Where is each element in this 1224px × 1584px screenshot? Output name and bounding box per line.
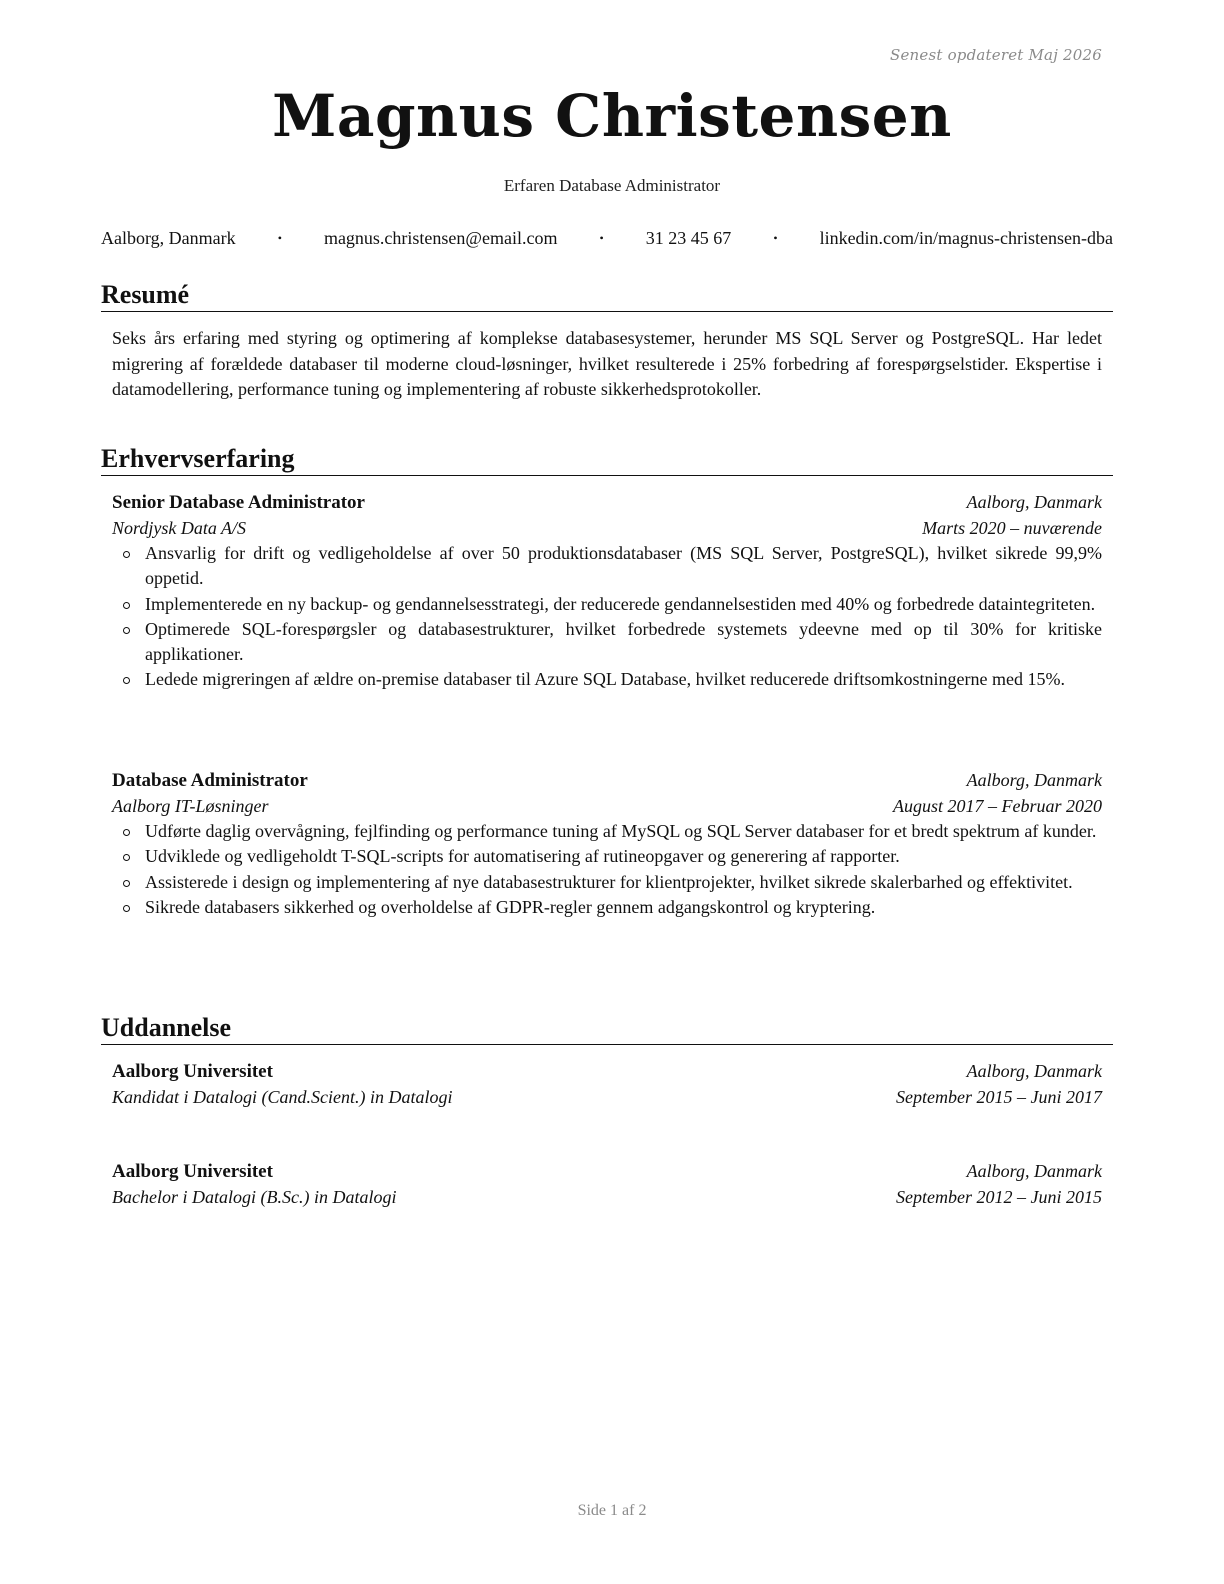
degree-name: Kandidat i Datalogi (Cand.Scient.) in Datalogi [112, 1086, 453, 1107]
section-title-education: Uddannelse [101, 1013, 1113, 1045]
education-dates: September 2015 – Juni 2017 [896, 1086, 1102, 1107]
bullet-circle-icon [123, 905, 130, 912]
job-location: Aalborg, Danmark [966, 770, 1102, 790]
bullet-text: Sikrede databasers sikkerhed og overholdelse af GDPR-regler gennem adgangskontrol og kryptering. [145, 896, 876, 917]
bullet-text: Implementerede en ny backup- og gendannelsesstrategi, der reducerede gendannelsestiden med 40% og forbedrede dataintegriteten. [145, 593, 1096, 614]
experience-entry [112, 768, 1102, 920]
bullet-circle-icon [123, 551, 130, 558]
degree-name: Bachelor i Datalogi (B.Sc.) in Datalogi [112, 1186, 397, 1207]
bullet-text: Udførte daglig overvågning, fejlfinding og performance tuning af MySQL og SQL Server databaser for et bredt spektrum af kunder. [145, 821, 1097, 841]
experience-entry [112, 490, 1102, 693]
candidate-name: Magnus Christensen [272, 82, 952, 150]
page-number: Side 1 af 2 [577, 1502, 647, 1519]
contact-linkedin[interactable]: linkedin.com/in/magnus-christensen-dba [819, 228, 1113, 248]
education-entry [112, 1059, 1102, 1110]
section-title-summary: Resumé [101, 280, 1113, 312]
summary-text: Seks års erfaring med styring og optimering af komplekse databasesystemer, herunder MS SQL Server og PostgreSQL. Har ledet migrering af forældede databaser til moderne cloud-løsninger, hvilket resulterede i 25% forbedring af forespørgselstider. Ekspertise i datamodellering, performance tuning og implementering af robuste sikkerhedsprotokoller. [112, 328, 1102, 399]
job-dates: Marts 2020 – nuværende [922, 517, 1102, 538]
bullet-circle-icon [123, 627, 130, 634]
contact-phone: 31 23 45 67 [645, 228, 732, 248]
list-item [112, 895, 1102, 920]
bullet-text: Optimerede SQL-forespørgsler og databasestrukturer, hvilket forbedrede systemets ydeevne med op til 30% for kritiske applikationer. [145, 618, 1102, 665]
list-item [112, 592, 1102, 617]
bullet-text: Udviklede og vedligeholdt T-SQL-scripts for automatisering af rutineopgaver og generering af rapporter. [145, 846, 900, 867]
job-company: Nordjysk Data A/S [112, 517, 246, 538]
list-item [112, 541, 1102, 592]
bullet-circle-icon [123, 880, 130, 887]
list-item [112, 819, 1102, 844]
list-item [112, 617, 1102, 668]
contact-line [101, 228, 1113, 249]
bullet-circle-icon [123, 677, 130, 684]
job-location: Aalborg, Danmark [966, 492, 1102, 512]
school-name: Aalborg Universitet [112, 1161, 273, 1182]
last-updated: Senest opdateret Maj 2026 [889, 46, 1102, 64]
bullet-text: Ledede migreringen af ældre on-premise databaser til Azure SQL Database, hvilket reducerede driftsomkostningerne med 15%. [145, 669, 1066, 690]
list-item [112, 667, 1102, 692]
job-bullet-list [112, 819, 1102, 920]
job-bullet-list [112, 541, 1102, 693]
bullet-circle-icon [123, 829, 130, 836]
school-location: Aalborg, Danmark [966, 1161, 1102, 1181]
bullet-circle-icon [123, 602, 130, 609]
education-dates: September 2012 – Juni 2015 [896, 1186, 1102, 1207]
bullet-text: Ansvarlig for drift og vedligeholdelse af over 50 produktionsdatabaser (MS SQL Server, PostgreSQL), hvilket sikrede 99,9% oppetid. [145, 543, 1102, 589]
contact-separator: • [773, 231, 778, 245]
list-item [112, 844, 1102, 869]
list-item [112, 870, 1102, 895]
job-company: Aalborg IT-Løsninger [112, 795, 269, 816]
contact-location: Aalborg, Danmark [101, 228, 236, 248]
contact-separator: • [599, 231, 604, 245]
contact-separator: • [277, 231, 282, 245]
contact-email[interactable]: magnus.christensen@email.com [323, 228, 558, 248]
job-title: Senior Database Administrator [112, 492, 365, 513]
job-dates: August 2017 – Februar 2020 [893, 795, 1102, 816]
section-title-experience: Erhvervserfaring [101, 444, 1113, 476]
candidate-subtitle: Erfaren Database Administrator [503, 176, 721, 195]
education-entry [112, 1159, 1102, 1210]
school-location: Aalborg, Danmark [966, 1061, 1102, 1081]
job-title: Database Administrator [112, 770, 308, 791]
school-name: Aalborg Universitet [112, 1061, 273, 1082]
bullet-text: Assisterede i design og implementering af nye databasestrukturer for klientprojekter, hvilket sikrede skalerbarhed og effektivitet. [145, 871, 1073, 892]
bullet-circle-icon [123, 854, 130, 861]
